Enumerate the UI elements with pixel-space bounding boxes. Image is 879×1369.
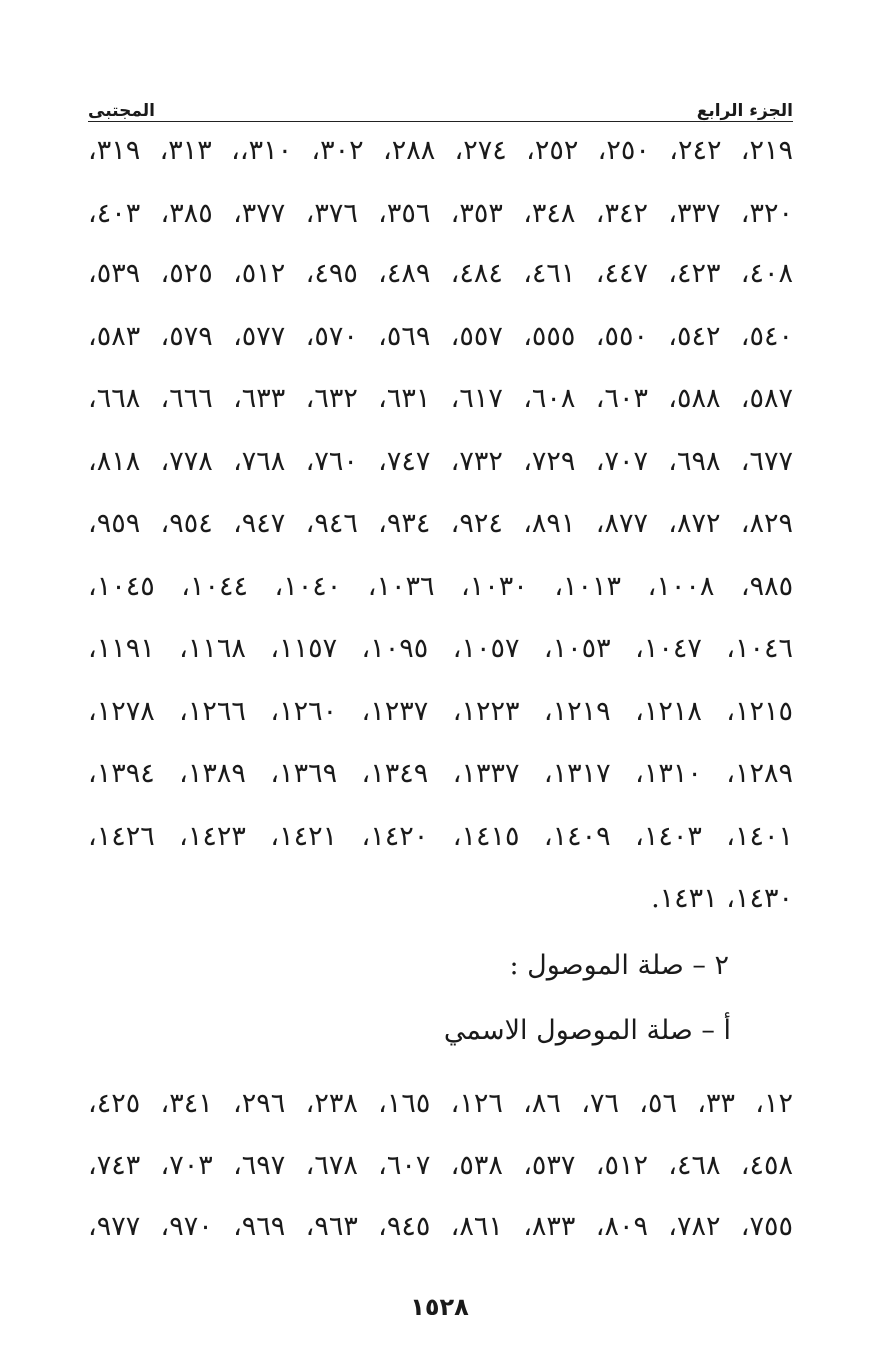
page-number: ١٥٢٨: [410, 1293, 469, 1321]
section-heading: ٢ – صلة الموصول :: [509, 950, 729, 981]
index-line: ١٢١٥، ١٢١٨، ١٢١٩، ١٢٢٣، ١٢٣٧، ١٢٦٠، ١٢٦٦، ١٢٧٨،: [88, 696, 794, 727]
subsection-heading: أ – صلة الموصول الاسمي: [443, 1015, 731, 1046]
header-book-title: المجتبى: [88, 101, 155, 121]
index-line: ٤٠٨، ٤٢٣، ٤٤٧، ٤٦١، ٤٨٤، ٤٨٩، ٤٩٥، ٥١٢، ٥٢٥، ٥٣٩،: [88, 258, 794, 289]
index-line: ٨٢٩، ٨٧٢، ٨٧٧، ٨٩١، ٩٢٤، ٩٣٤، ٩٤٦، ٩٤٧، ٩٥٤، ٩٥٩،: [88, 508, 794, 539]
index-line: ٥٨٧، ٥٨٨، ٦٠٣، ٦٠٨، ٦١٧، ٦٣١، ٦٣٢، ٦٣٣، ٦٦٦، ٦٦٨،: [88, 383, 794, 414]
index-line: ٦٧٧، ٦٩٨، ٧٠٧، ٧٢٩، ٧٣٢، ٧٤٧، ٧٦٠، ٧٦٨، ٧٧٨، ٨١٨،: [88, 446, 794, 477]
subsection-line: ٤٥٨، ٤٦٨، ٥١٢، ٥٣٧، ٥٣٨، ٦٠٧، ٦٧٨، ٦٩٧، ٧٠٣، ٧٤٣،: [88, 1150, 794, 1181]
index-line-final: ١٤٣٠، ١٤٣١.: [651, 883, 793, 914]
running-header: [88, 92, 793, 122]
subsection-line: ٧٥٥، ٧٨٢، ٨٠٩، ٨٣٣، ٨٦١، ٩٤٥، ٩٦٣، ٩٦٩، ٩٧٠، ٩٧٧،: [88, 1211, 794, 1242]
header-volume: الجزء الرابع: [696, 101, 793, 121]
subsection-line: ١٢، ٣٣، ٥٦، ٧٦، ٨٦، ١٢٦، ١٦٥، ٢٣٨، ٢٩٦، ٣٤١، ٤٢٥،: [88, 1088, 794, 1119]
index-line: ٩٨٥، ١٠٠٨، ١٠١٣، ١٠٣٠، ١٠٣٦، ١٠٤٠، ١٠٤٤، ١٠٤٥،: [88, 571, 794, 602]
index-line: ٣٢٠، ٣٣٧، ٣٤٢، ٣٤٨، ٣٥٣، ٣٥٦، ٣٧٦، ٣٧٧، ٣٨٥، ٤٠٣،: [88, 198, 794, 229]
index-line: ١٤٠١، ١٤٠٣، ١٤٠٩، ١٤١٥، ١٤٢٠، ١٤٢١، ١٤٢٣، ١٤٢٦،: [88, 821, 794, 852]
index-line: ٥٤٠، ٥٤٢، ٥٥٠، ٥٥٥، ٥٥٧، ٥٦٩، ٥٧٠، ٥٧٧، ٥٧٩، ٥٨٣،: [88, 321, 794, 352]
index-line: ١٢٨٩، ١٣١٠، ١٣١٧، ١٣٣٧، ١٣٤٩، ١٣٦٩، ١٣٨٩، ١٣٩٤،: [88, 758, 794, 789]
index-line: ٢١٩، ٢٤٢، ٢٥٠، ٢٥٢، ٢٧٤، ٢٨٨، ٣٠٢، ٣١٠،، ٣١٣، ٣١٩،: [88, 135, 794, 166]
index-line: ١٠٤٦، ١٠٤٧، ١٠٥٣، ١٠٥٧، ١٠٩٥، ١١٥٧، ١١٦٨، ١١٩١،: [88, 633, 794, 664]
header-rule: [88, 121, 793, 122]
